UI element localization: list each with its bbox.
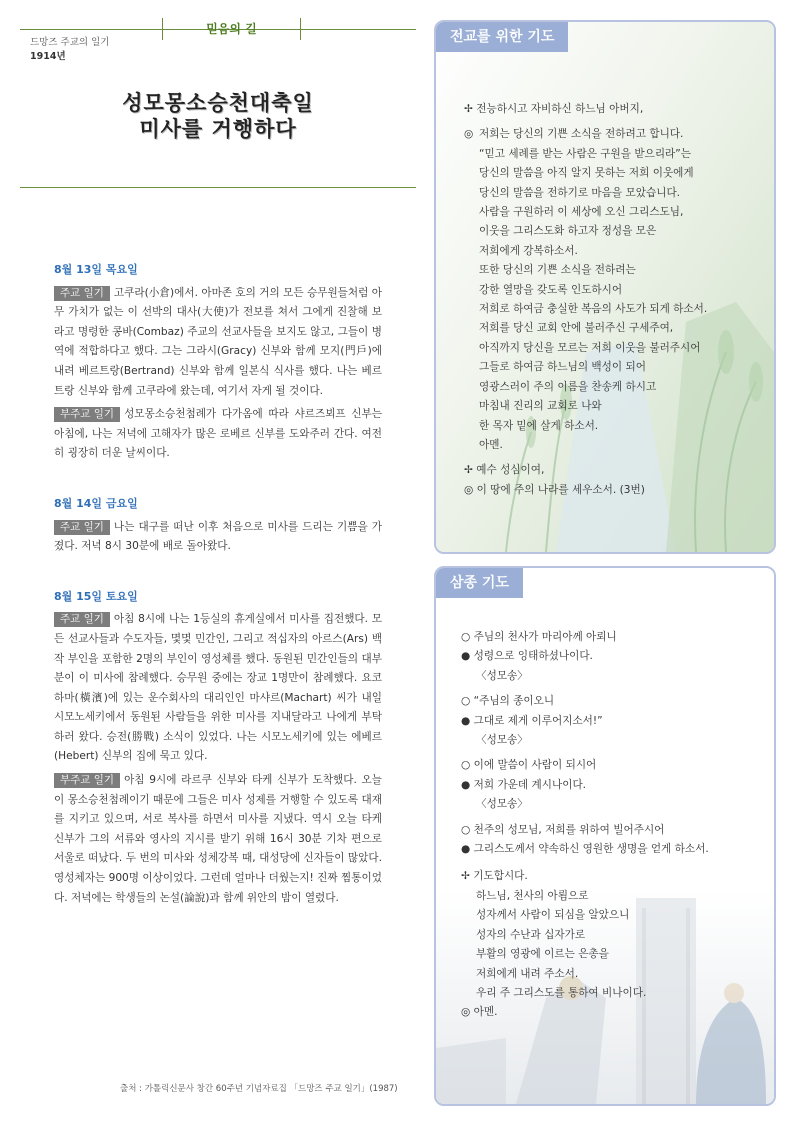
versicle: ○ “주님의 종이오니: [461, 695, 555, 708]
versicle-group: [461, 756, 766, 814]
header-rule-tick: [300, 18, 301, 40]
prayer-line: 성자께서 사람이 되심을 알았으니: [476, 909, 630, 922]
prayer-opening: ✢ 전능하시고 자비하신 하느님 아버지,: [464, 103, 644, 115]
versicle-group: [461, 628, 766, 686]
prayer-text: [464, 100, 764, 500]
oremus: ✢ 기도합시다.: [461, 870, 528, 883]
prayer-line: 마침내 진리의 교회로 나와: [479, 400, 602, 413]
response-mark: ◎: [464, 128, 474, 141]
prayer-line: “믿고 세례를 받는 사람은 구원을 받으리라”는: [479, 147, 692, 160]
page-title: [20, 90, 416, 142]
hail-mary-note: 〈성모송〉: [476, 798, 528, 811]
prayer-line: 강한 열망을 갖도록 인도하시어: [479, 283, 623, 296]
series-label: [30, 36, 109, 64]
day-heading: 8월 15일 토요일: [54, 589, 138, 603]
prayer-line: 아직까지 당신을 모르는 저희 이웃을 불러주시어: [479, 341, 701, 354]
amen: ◎ 아멘.: [461, 1006, 498, 1019]
hail-mary-note: 〈성모송〉: [476, 669, 528, 682]
prayer-line: 그들로 하여금 하느님의 백성이 되어: [479, 361, 646, 374]
prayer-line: 당신의 말씀을 아직 알지 못하는 저희 이웃에게: [479, 167, 694, 180]
title-line-2: 미사를 거행하다: [139, 117, 297, 141]
diary-entry: [54, 405, 382, 464]
entry-text: 고쿠라(小倉)에서. 아마존 호의 거의 모든 승무원들처럼 아무 가치가 없는 이 선박의 대사(大使)가 전보를 쳐서 그에게 진찰해 보라고 명령한 콩바(Combaz) 주교의 선교사들을 보지도 않고, 그들이 병역에 적합하다고 했다. 그는 그라시(Gracy) 신부와 함께 모지(門戶)에 내려 베르트랑(Bertrand) 신부와 함께 일본식 식사를 했다. 나는 베르트랑 신부와 함께 고쿠라에 왔는데, 여기서 자게 될 것이다.: [54, 286, 382, 397]
mission-prayer-box: [434, 20, 776, 554]
entry-text: 아침 8시에 나는 1등실의 휴게실에서 미사를 집전했다. 모든 선교사들과 수도자들, 몇몇 민간인, 그리고 적십자의 아르스(Ars) 백작 부인을 포함한 2명의 부인이 영성체를 했다. 동원된 민간인들의 대부분이 이 미사에 참례했다. 승무원 중에는 장교 1명만이 참례했다. 요코하마(橫濱)에 있는 운수회사의 대리인인 마샤르(Machart) 씨가 내일 시모노세키에서 동원된 사람들을 위한 미사를 지내달라고 나에게 부탁하러 왔다. 승전(勝戰) 소식이 있었다. 나는 시모노세키에 있는 에베르(Hebert) 신부의 집에 묵고 있다.: [54, 613, 382, 763]
entry-text: 성모몽소승천첨례가 다가옴에 따라 샤르즈뵈프 신부는 아침에, 나는 저녁에 고해자가 많은 로베르 신부를 도와주러 간다. 여전히 굉장히 더운 날씨이다.: [54, 408, 382, 460]
prayer-line: 우리 주 그리스도를 통하여 비나이다.: [476, 986, 647, 999]
diary-entry: [54, 518, 382, 557]
diary-entry: [54, 771, 382, 908]
source-citation: 출처 : 가톨릭신문사 창간 60주년 기념자료집 「드망즈 주교 일기」(1987): [120, 1084, 398, 1094]
response: ● 저희 가운데 계시나이다.: [461, 778, 587, 791]
versicle: ○ 천주의 성모님, 저희를 위하여 빌어주시어: [461, 823, 665, 836]
diary-entry: [54, 610, 382, 767]
response: ● 성령으로 잉태하셨나이다.: [461, 650, 593, 663]
day-heading: 8월 13일 목요일: [54, 263, 138, 276]
prayer-line: 아멘.: [479, 438, 503, 451]
angelus-box: [434, 566, 776, 1106]
entry-text: 나는 대구를 떠난 이후 처음으로 미사를 드리는 기쁨을 가졌다. 저녁 8시 30분에 배로 돌아왔다.: [54, 520, 382, 553]
versicle-group: [461, 692, 766, 750]
prayer-closing: ✢ 예수 성심이여,: [464, 464, 545, 477]
prayer-line: 저희를 당신 교회 안에 불러주신 구세주여,: [479, 322, 674, 335]
versicle: ○ 주님의 천사가 마리아께 아뢰니: [461, 631, 617, 643]
title-line-1: 성모몽소승천대축일: [122, 91, 314, 115]
header-rule-bottom: [20, 187, 416, 188]
box-title: 전교를 위한 기도: [436, 22, 568, 52]
series-year: 1914년: [30, 51, 66, 62]
box-title: 삼종 기도: [436, 568, 523, 598]
prayer-line: 이웃을 그리스도화 하고자 정성을 모은: [479, 225, 657, 238]
versicle: ○ 이에 말씀이 사람이 되시어: [461, 759, 597, 772]
prayer-closing: ◎ 이 땅에 주의 나라를 세우소서. (3번): [464, 483, 645, 496]
entry-tag: 주교 일기: [54, 612, 110, 627]
response: ● 그대로 제게 이루어지소서!”: [461, 714, 603, 727]
prayer-line: 저희에게 내려 주소서.: [476, 967, 579, 980]
prayer-line: 성자의 수난과 십자가로: [476, 928, 586, 941]
day-heading: 8월 14일 금요일: [54, 496, 138, 510]
prayer-line: 또한 당신의 기쁜 소식을 전하려는: [479, 264, 636, 277]
prayer-line: 영광스러이 주의 이름을 찬송케 하시고: [479, 380, 657, 393]
series-name: 드망즈 주교의 일기: [30, 37, 110, 48]
diary-column: [54, 260, 382, 912]
prayer-line: 당신의 말씀을 전하기로 마음을 모았습니다.: [479, 186, 681, 199]
angelus-text: [461, 628, 766, 1023]
prayer-line: 저희에게 강복하소서.: [479, 244, 578, 257]
prayer-line: 사람을 구원하러 이 세상에 오신 그리스도님,: [479, 206, 684, 219]
entry-tag: 부주교 일기: [54, 773, 120, 788]
prayer-line: 저희로 하여금 충실한 복음의 사도가 되게 하소서.: [479, 303, 708, 316]
entry-text: 아침 9시에 라르쿠 신부와 타케 신부가 도착했다. 오늘이 몽소승천첨례이기 때문에 그들은 미사 성제를 거행할 수 있도록 대재를 지키고 있으며, 서로 복사를 하면서 미사를 지냈다. 역시 오늘 타케 신부가 그의 서류와 영사의 지시를 받기 위해 16시 30분 기차 편으로 서울로 떠났다. 두 번의 미사와 성체강복 때, 대성당에 신자들이 많았다. 영성체자는 900명 이상이었다. 그런데 얼마나 더웠는지! 진짜 찜통이었다. 저녁에는 학생들의 논설(論說)과 함께 위안의 밤이 열렸다.: [54, 774, 382, 904]
prayer-line: 부활의 영광에 이르는 은총을: [476, 948, 609, 961]
entry-tag: 부주교 일기: [54, 407, 120, 422]
entry-tag: 주교 일기: [54, 520, 110, 535]
prayer-line: 하느님, 천사의 아룀으로: [476, 889, 589, 902]
prayer-line: 저희는 당신의 기쁜 소식을 전하려고 합니다.: [479, 128, 684, 141]
diary-entry: [54, 284, 382, 402]
hail-mary-note: 〈성모송〉: [476, 734, 528, 747]
prayer-line: 한 목자 밑에 살게 하소서.: [479, 419, 599, 432]
response: ● 그리스도께서 약속하신 영원한 생명을 얻게 하소서.: [461, 843, 709, 856]
versicle-group: [461, 821, 766, 860]
entry-tag: 주교 일기: [54, 286, 110, 301]
section-label: 믿음의 길: [206, 22, 257, 36]
